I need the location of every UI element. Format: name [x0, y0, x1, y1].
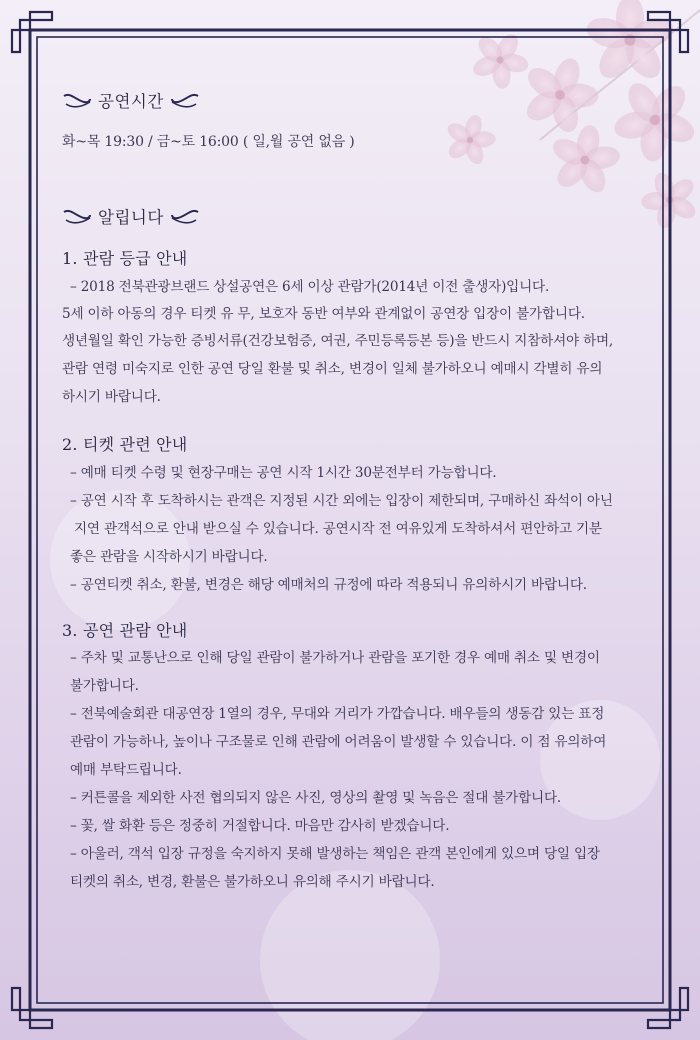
notice-line: 생년월일 확인 가능한 증빙서류(건강보험증, 여권, 주민등록등본 등)을 반드시 지참하셔야 하며, — [62, 333, 614, 349]
notice-line: 불가합니다. — [70, 678, 139, 694]
notice-line: – 전북예술회관 대공연장 1열의 경우, 무대와 거리가 가깝습니다. 배우들의 생동감 있는 표정 — [70, 706, 605, 722]
notice-line: 지연 관객석으로 안내 받으실 수 있습니다. 공연시작 전 여유있게 도착하셔서 편안하고 기분 — [74, 521, 602, 537]
notice-line: – 커튼콜을 제외한 사전 협의되지 않은 사진, 영상의 촬영 및 녹음은 절대 불가합니다. — [70, 790, 562, 806]
notice-line: 관람이 가능하나, 높이나 구조물로 인해 관람에 어려움이 발생할 수 있습니다. 이 점 유의하여 — [70, 734, 607, 750]
notice-line: 좋은 관람을 시작하시기 바랍니다. — [70, 549, 268, 565]
section-heading-text: 알립니다 — [98, 208, 164, 227]
notice-item-title: 3. 공연 관람 안내 — [62, 621, 188, 640]
notice-line: 티켓의 취소, 변경, 환불은 불가하오니 유의해 주시기 바랍니다. — [70, 874, 435, 890]
performance-schedule: 화~목 19:30 / 금~토 16:00 ( 일,월 공연 없음 ) — [62, 134, 355, 150]
notice-line: – 2018 전북관광브랜드 상설공연은 6세 이상 관람가(2014년 이전 출생자)입니다. — [70, 279, 550, 295]
section-heading-text: 공연시간 — [98, 92, 164, 111]
section-heading-performance-time — [62, 86, 200, 114]
swirl-ornament-left-icon — [62, 90, 92, 110]
notice-line: 하시기 바랍니다. — [62, 389, 161, 405]
notice-line: – 꽃, 쌀 화환 등은 정중히 거절합니다. 마음만 감사히 받겠습니다. — [70, 818, 450, 834]
notice-line: – 아울러, 객석 입장 규정을 숙지하지 못해 발생하는 책임은 관객 본인에게 있으며 당일 입장 — [70, 846, 600, 862]
swirl-ornament-right-icon — [170, 90, 200, 110]
notice-line: 5세 이하 아동의 경우 티켓 유 무, 보호자 동반 여부와 관계없이 공연장 입장이 불가합니다. — [62, 306, 585, 322]
swirl-ornament-left-icon — [62, 206, 92, 226]
notice-line: – 주차 및 교통난으로 인해 당일 관람이 불가하거나 관람을 포기한 경우 예매 취소 및 변경이 — [70, 650, 600, 666]
notice-line: – 예매 티켓 수령 및 현장구매는 공연 시작 1시간 30분전부터 가능합니다. — [70, 465, 497, 481]
notice-line: – 공연 시작 후 도착하시는 관객은 지정된 시간 외에는 입장이 제한되며, 구매하신 좌석이 아닌 — [70, 493, 613, 509]
notice-item-title: 1. 관람 등급 안내 — [62, 249, 188, 268]
notice-line: – 공연티켓 취소, 환불, 변경은 해당 예매처의 규정에 따라 적용되니 유의하시기 바랍니다. — [70, 577, 587, 593]
notice-item-title: 2. 티켓 관련 안내 — [62, 435, 188, 454]
notice-line: 관람 연령 미숙지로 인한 공연 당일 환불 및 취소, 변경이 일체 불가하오니 예매시 각별히 유의 — [62, 361, 603, 377]
notice-line: 예매 부탁드립니다. — [70, 762, 182, 778]
swirl-ornament-right-icon — [170, 206, 200, 226]
section-heading-notice — [62, 202, 200, 230]
